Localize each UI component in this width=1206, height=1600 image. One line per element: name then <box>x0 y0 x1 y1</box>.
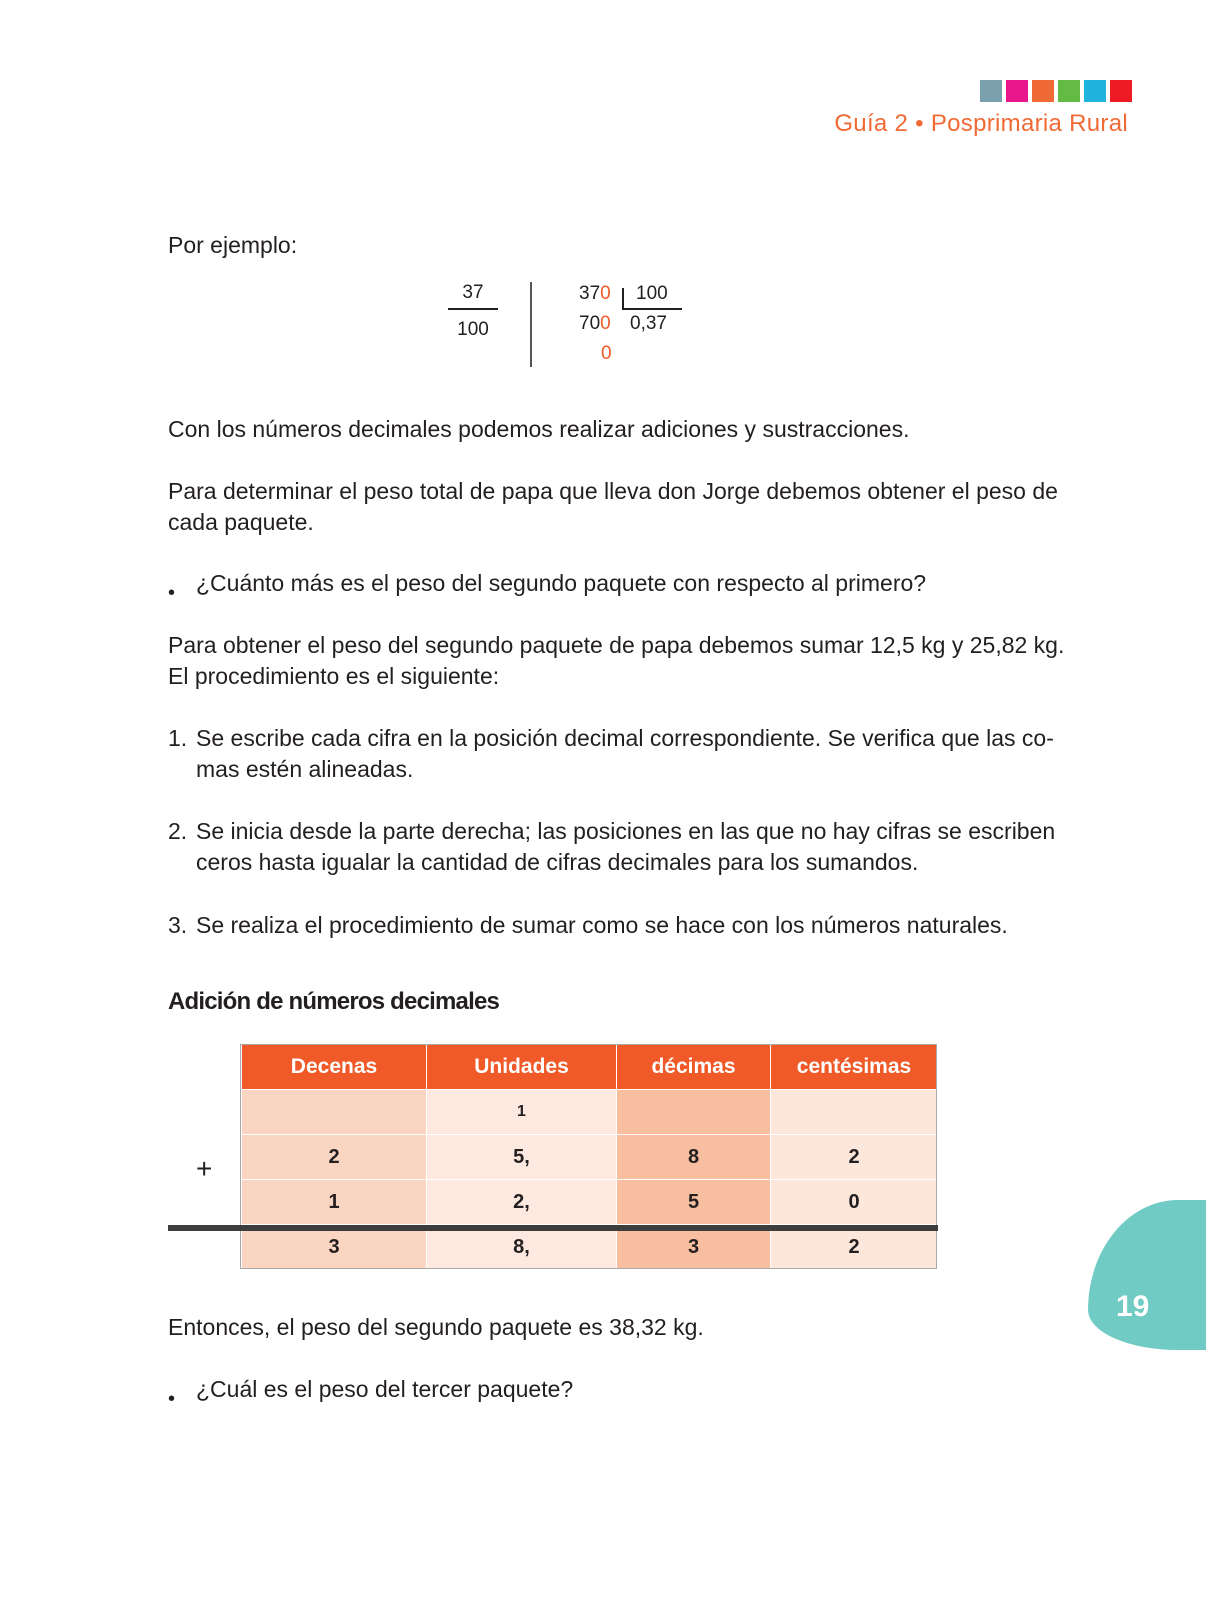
swatch-5 <box>1084 80 1106 102</box>
cell <box>771 1090 938 1135</box>
carry-digit: 1 <box>427 1090 617 1135</box>
header-title: Guía 2 • Posprimaria Rural <box>834 110 1128 137</box>
step-1-text: Se escribe cada cifra en la posición decimal correspondiente. Se verifica que las comas estén alineadas. <box>196 725 1054 782</box>
place-value-table <box>241 1044 938 1270</box>
division-bracket-vertical <box>622 288 624 310</box>
header-unidades: Unidades <box>427 1045 617 1090</box>
carry-row <box>242 1090 938 1135</box>
cell: 5 <box>617 1180 771 1225</box>
swatch-3 <box>1032 80 1054 102</box>
cell: 2, <box>427 1180 617 1225</box>
addend-row-1 <box>242 1135 938 1180</box>
sum-line <box>168 1225 938 1231</box>
cell: 2 <box>242 1135 427 1180</box>
division-divisor: 100 <box>636 283 668 304</box>
division-row1-zero: 0 <box>600 283 611 304</box>
color-swatches <box>980 80 1132 102</box>
cell: 5, <box>427 1135 617 1180</box>
fraction <box>448 278 498 344</box>
header-decimas: décimas <box>617 1045 771 1090</box>
bullet-2: • <box>168 1388 176 1410</box>
addend-row-2 <box>242 1180 938 1225</box>
section-title: Adición de números decimales <box>168 988 500 1015</box>
page-number: 19 <box>1116 1290 1150 1323</box>
question-1: ¿Cuánto más es el peso del segundo paquete con respecto al primero? <box>196 570 927 596</box>
conclusion: Entonces, el peso del segundo paquete es 38,32 kg. <box>168 1314 704 1340</box>
cell <box>617 1090 771 1135</box>
division-row1-digits: 37 <box>579 283 601 304</box>
step-2-text: Se inicia desde la parte derecha; las posiciones en las que no hay cifras se escriben ceros hasta igualar la cantidad de cifras decimales para los sumandos. <box>196 818 1056 875</box>
header-decenas: Decenas <box>242 1045 427 1090</box>
swatch-1 <box>980 80 1002 102</box>
division-row2 <box>579 309 611 339</box>
step-3-text: Se realiza el procedimiento de sumar como se hace con los números naturales. <box>196 912 1008 938</box>
swatch-4 <box>1058 80 1080 102</box>
example-separator <box>530 282 532 367</box>
step-2-number: 2. <box>168 818 188 844</box>
header-centesimas: centésimas <box>771 1045 938 1090</box>
cell: 2 <box>771 1225 938 1270</box>
bullet-1: • <box>168 582 176 604</box>
division-row2-digits: 70 <box>579 313 601 334</box>
result-row <box>242 1225 938 1270</box>
step-3-number: 3. <box>168 912 188 938</box>
page-tab <box>1088 1200 1206 1350</box>
table-header-row <box>242 1045 938 1090</box>
cell: 3 <box>242 1225 427 1270</box>
step-1-number: 1. <box>168 725 188 751</box>
division-row2-zero: 0 <box>600 313 611 334</box>
division-quotient: 0,37 <box>630 313 667 334</box>
swatch-2 <box>1006 80 1028 102</box>
cell: 2 <box>771 1135 938 1180</box>
paragraph-3: Para obtener el peso del segundo paquete de papa debemos sumar 12,5 kg y 25,82 kg. El procedimiento es el siguiente: <box>168 632 1065 689</box>
question-2: ¿Cuál es el peso del tercer paquete? <box>196 1376 574 1402</box>
cell <box>242 1090 427 1135</box>
plus-operator: + <box>196 1153 213 1184</box>
cell: 8, <box>427 1225 617 1270</box>
division-remainder: 0 <box>601 343 612 364</box>
fraction-numerator: 37 <box>462 282 484 303</box>
cell: 0 <box>771 1180 938 1225</box>
cell: 3 <box>617 1225 771 1270</box>
swatch-6 <box>1110 80 1132 102</box>
example-label: Por ejemplo: <box>168 232 298 258</box>
cell: 1 <box>242 1180 427 1225</box>
paragraph-1: Con los números decimales podemos realizar adiciones y sustracciones. <box>168 416 910 442</box>
fraction-bar <box>448 308 498 310</box>
paragraph-2: Para determinar el peso total de papa que lleva don Jorge debemos obtener el peso de cada paquete. <box>168 478 1058 535</box>
cell: 8 <box>617 1135 771 1180</box>
division-row1 <box>579 279 611 309</box>
fraction-denominator: 100 <box>457 319 489 340</box>
